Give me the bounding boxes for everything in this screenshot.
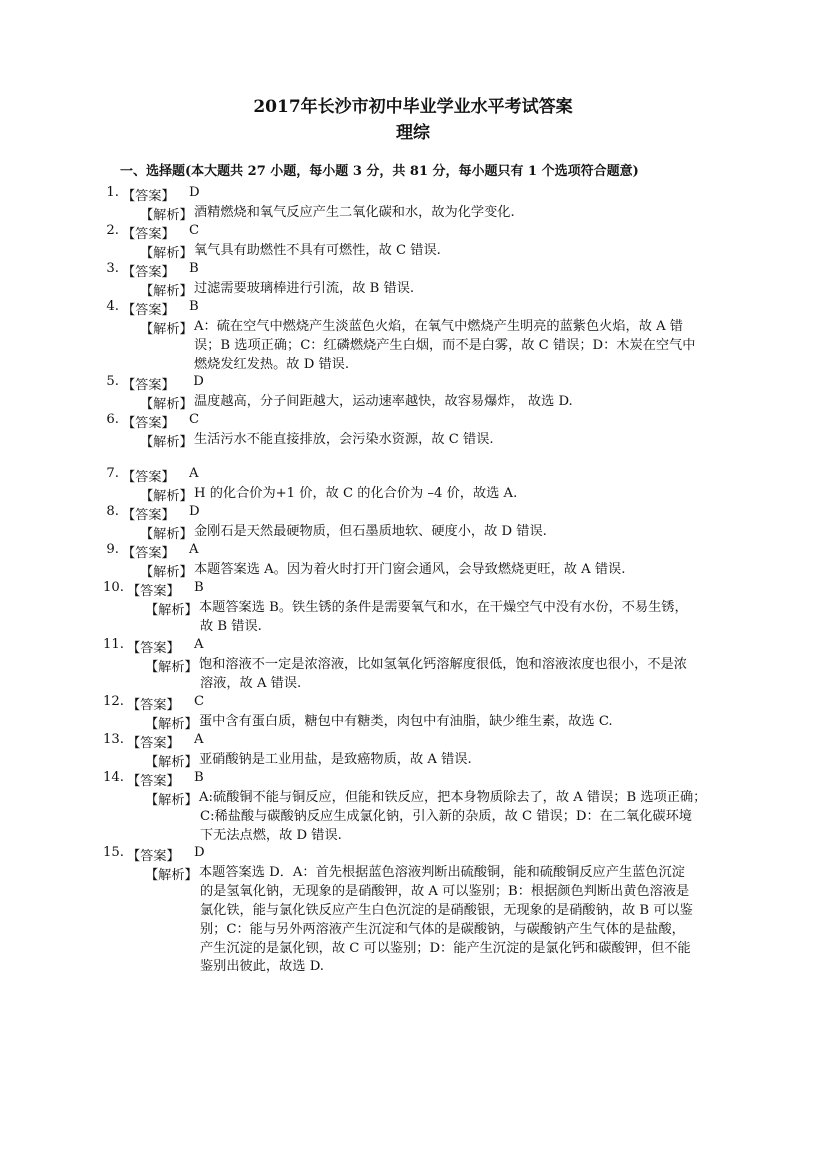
- analysis-text: 本题答案选 A。因为着火时打开门窗会通风，会导致燃烧更旺，故 A 错误.: [194, 561, 626, 577]
- analysis-text: H 的化合价为+1 价，故 C 的化合价为 –4 价，故选 A.: [194, 485, 518, 501]
- item-number: 9.: [106, 542, 119, 557]
- analysis-text: A:硫酸铜不能与铜反应，但能和铁反应，把本身物质除去了，故 A 错误；B 选项正确；: [199, 789, 707, 805]
- page-title: 2017年长沙市初中毕业学业水平考试答案: [253, 97, 573, 117]
- answer-label: 【答案】: [127, 698, 180, 713]
- answer-value: A: [194, 732, 204, 747]
- answer-label: 【答案】: [122, 470, 175, 485]
- answer-label: 【答案】: [122, 378, 175, 393]
- analysis-label: 【解析】: [145, 754, 198, 770]
- analysis-text: 氯化铁，能与氯化铁反应产生白色沉淀的是硝酸银，无现象的是硝酸钠，故 B 可以鉴: [200, 902, 693, 918]
- item-number: 10.: [103, 580, 124, 595]
- analysis-text: 过滤需要玻璃棒进行引流，故 B 错误.: [194, 280, 415, 296]
- analysis-text: 氧气具有助燃性不具有可燃性，故 C 错误.: [194, 242, 441, 258]
- analysis-label: 【解析】: [145, 716, 198, 732]
- item-number: 8.: [106, 504, 119, 519]
- analysis-label: 【解析】: [140, 245, 193, 261]
- answer-value: C: [194, 694, 205, 709]
- answer-label: 【答案】: [127, 774, 180, 789]
- answer-label: 【答案】: [122, 508, 175, 523]
- item-number: 6.: [106, 412, 119, 427]
- item-number: 5.: [106, 374, 119, 389]
- analysis-text: 的是氢氧化钠，无现象的是硝酸钾，故 A 可以鉴别；B：根据颜色判断出黄色溶液是: [200, 883, 690, 899]
- analysis-text: 产生沉淀的是氯化钡，故 C 可以鉴别；D：能产生沉淀的是氯化钙和碳酸钾，但不能: [200, 940, 691, 956]
- answer-value: C: [189, 412, 200, 427]
- answer-value: A: [189, 542, 199, 557]
- answer-value: B: [194, 770, 204, 785]
- analysis-label: 【解析】: [145, 867, 198, 883]
- answer-value: B: [189, 261, 199, 276]
- answer-label: 【答案】: [127, 736, 180, 751]
- item-number: 11.: [103, 637, 124, 652]
- answer-label: 【答案】: [127, 641, 180, 656]
- analysis-text: A：硫在空气中燃烧产生淡蓝色火焰，在氧气中燃烧产生明亮的蓝紫色火焰，故 A 错: [194, 318, 683, 334]
- answer-value: C: [189, 223, 200, 238]
- answer-value: A: [189, 466, 199, 481]
- analysis-text: 本题答案选 B。铁生锈的条件是需要氧气和水，在干燥空气中没有水份，不易生锈，: [199, 599, 688, 615]
- answer-value: D: [194, 845, 205, 860]
- analysis-label: 【解析】: [145, 792, 198, 808]
- analysis-text: 燃烧发红发热。故 D 错误.: [194, 356, 350, 372]
- answer-label: 【答案】: [127, 849, 180, 864]
- analysis-text: 亚硝酸钠是工业用盐，是致癌物质，故 A 错误.: [199, 751, 472, 767]
- answer-value: D: [189, 185, 200, 200]
- analysis-label: 【解析】: [145, 659, 198, 675]
- analysis-text: 生活污水不能直接排放，会污染水资源，故 C 错误.: [194, 431, 494, 447]
- answer-value: D: [189, 504, 200, 519]
- answer-label: 【答案】: [122, 303, 175, 318]
- answer-label: 【答案】: [127, 584, 180, 599]
- analysis-label: 【解析】: [140, 564, 193, 580]
- analysis-text: 下无法点燃，故 D 错误.: [200, 827, 342, 843]
- item-number: 7.: [106, 466, 119, 481]
- answer-value: B: [189, 299, 199, 314]
- analysis-label: 【解析】: [140, 526, 193, 542]
- analysis-label: 【解析】: [140, 396, 193, 412]
- answer-value: A: [194, 637, 204, 652]
- answer-value: D: [189, 374, 204, 389]
- item-number: 15.: [103, 845, 124, 860]
- answer-label: 【答案】: [122, 416, 175, 431]
- analysis-text: C:稀盐酸与碳酸钠反应生成氯化钠，引入新的杂质，故 C 错误；D：在二氧化碳环境: [200, 808, 692, 824]
- analysis-text: 饱和溶液不一定是浓溶液，比如氢氧化钙溶解度很低，饱和溶液浓度也很小，不是浓: [199, 656, 687, 672]
- answer-label: 【答案】: [122, 265, 175, 280]
- analysis-text: 酒精燃烧和氧气反应产生二氧化碳和水，故为化学变化.: [194, 204, 515, 220]
- analysis-text: 温度越高，分子间距越大，运动速率越快，故容易爆炸， 故选 D.: [194, 393, 573, 409]
- answer-label: 【答案】: [122, 189, 175, 204]
- analysis-text: 鉴别出彼此，故选 D.: [200, 959, 324, 975]
- section-heading: 一、选择题(本大题共 27 小题，每小题 3 分，共 81 分，每小题只有 1 个选项符合题意): [120, 164, 639, 179]
- item-number: 13.: [103, 732, 124, 747]
- analysis-label: 【解析】: [140, 283, 193, 299]
- answer-value: B: [194, 580, 204, 595]
- analysis-text: 误；B 选项正确；C：红磷燃烧产生白烟，而不是白雾，故 C 错误；D：木炭在空气中: [194, 337, 696, 353]
- analysis-text: 溶液，故 A 错误.: [200, 675, 302, 691]
- analysis-label: 【解析】: [140, 488, 193, 504]
- answer-label: 【答案】: [122, 546, 175, 561]
- analysis-label: 【解析】: [140, 321, 193, 337]
- analysis-label: 【解析】: [140, 207, 193, 223]
- analysis-label: 【解析】: [140, 434, 193, 450]
- item-number: 14.: [103, 770, 124, 785]
- item-number: 12.: [103, 694, 124, 709]
- item-number: 1.: [106, 185, 119, 200]
- analysis-text: 别；C：能与另外两溶液产生沉淀和气体的是碳酸钠，与碳酸钠产生气体的是盐酸，: [200, 921, 685, 937]
- item-number: 3.: [106, 261, 119, 276]
- page-subtitle: 理综: [396, 123, 430, 143]
- analysis-text: 故 B 错误.: [200, 618, 262, 634]
- analysis-label: 【解析】: [145, 602, 198, 618]
- item-number: 2.: [106, 223, 119, 238]
- answer-label: 【答案】: [122, 227, 175, 242]
- item-number: 4.: [106, 299, 119, 314]
- analysis-text: 蛋中含有蛋白质，糖包中有糖类，肉包中有油脂，缺少维生素，故选 C.: [199, 713, 613, 729]
- analysis-text: 金刚石是天然最硬物质，但石墨质地软、硬度小，故 D 错误.: [194, 523, 547, 539]
- analysis-text: 本题答案选 D．A：首先根据蓝色溶液判断出硫酸铜，能和硫酸铜反应产生蓝色沉淀: [199, 864, 685, 880]
